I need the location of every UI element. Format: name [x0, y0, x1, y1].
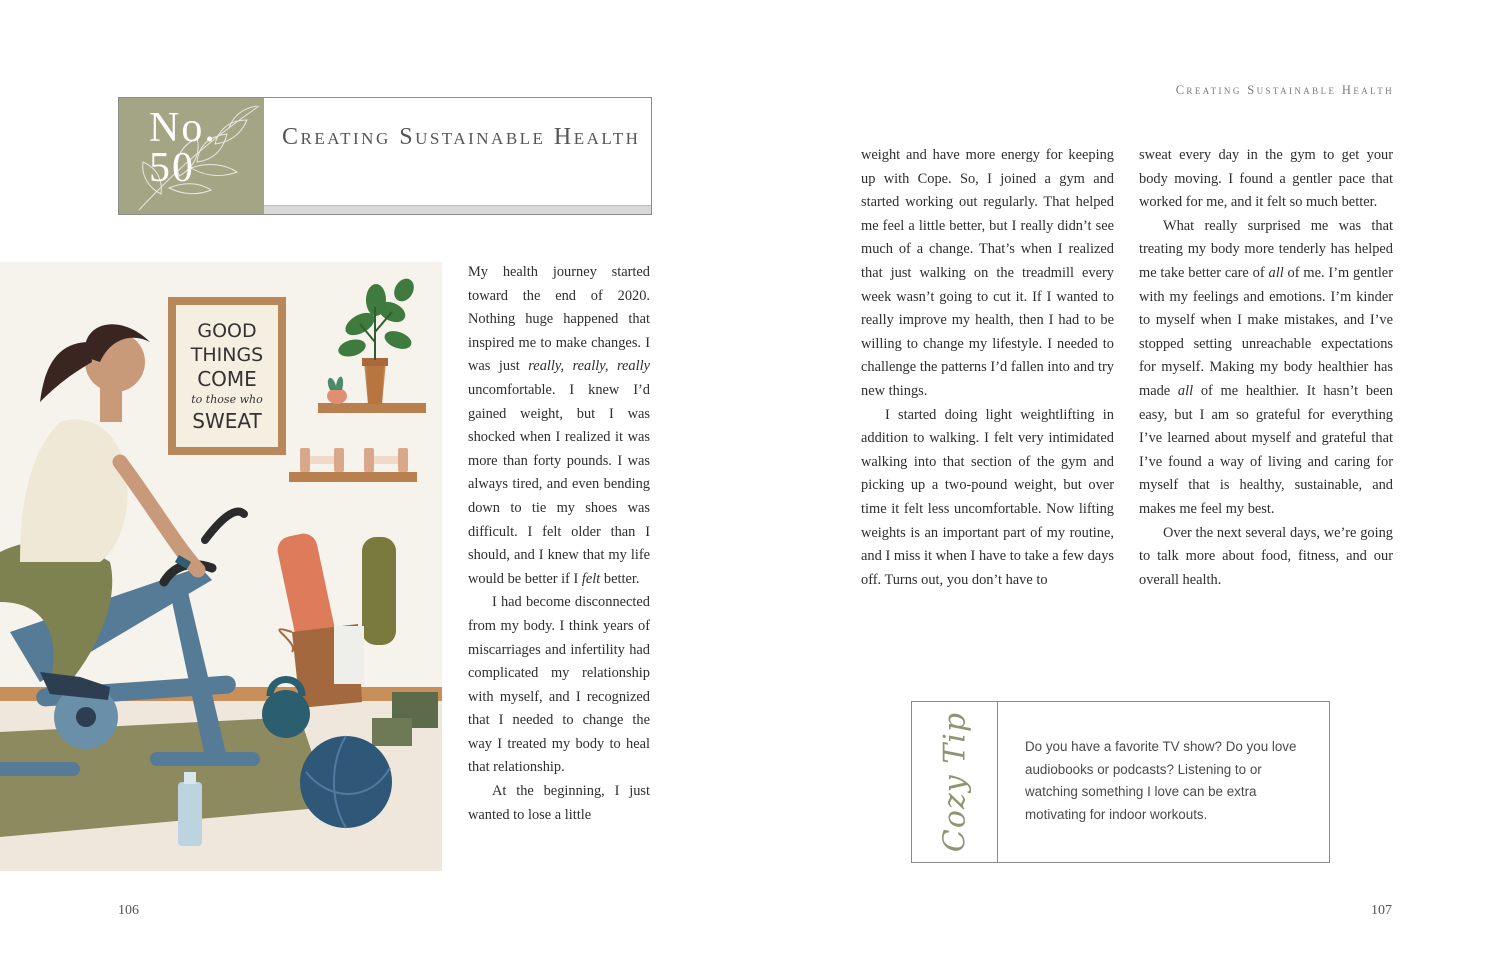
- poster-line: SWEAT: [192, 409, 262, 433]
- paragraph: weight and have more energy for keeping up with Cope. So, I joined a gym and started working out regularly. That helped me feel a little better, but I really didn’t see much of a change. That’s when I realized that just walking on the treadmill every week wasn’t going to cut it. If I wanted to really improve my health, then I had to be willing to change my lifestyle. I needed to challenge the patterns I’d fallen into and try new things.: [861, 147, 1114, 399]
- poster-line: THINGS: [190, 344, 264, 366]
- right-text-column-2: [1139, 144, 1393, 592]
- paragraph: I had become disconnected from my body. I think years of miscarriages and infertility had complicated my relationship with myself, and I recognized that I needed to change the way I treated my body to heal that relationship.: [468, 594, 650, 776]
- poster: [168, 297, 286, 455]
- left-text-column: [468, 261, 650, 827]
- tip-label-panel: [912, 702, 998, 862]
- poster-line: to those who: [191, 393, 263, 406]
- chapter-number: No. 50: [149, 105, 217, 191]
- paragraph: Over the next several days, we’re going to talk more about food, fitness, and our overall health.: [1139, 524, 1393, 588]
- poster-line: COME: [197, 367, 257, 391]
- paragraph: At the beginning, I just wanted to lose a little: [468, 783, 650, 823]
- paragraph: I started doing light weightlifting in addition to walking. I felt very intimidated walking into that section of the gym and picking up a two-pound weight, but over time it felt less uncomfortable. Now lifting weights is an important part of my routine, and I miss it when I have to take a few days off. Turns out, you don’t have to: [861, 406, 1114, 588]
- tip-text: Do you have a favorite TV show? Do you love audiobooks or podcasts? Listening to or watching something I love can be extra motivating for indoor workouts.: [1025, 739, 1297, 822]
- right-page: [750, 0, 1500, 973]
- page-number: 107: [1371, 903, 1392, 918]
- right-text-column-1: [861, 144, 1114, 592]
- page-number: 106: [118, 903, 139, 918]
- exercise-bike-illustration: [0, 262, 442, 871]
- poster-line: GOOD: [197, 320, 257, 342]
- chapter-number-block: [119, 98, 264, 214]
- paragraph: My health journey started toward the end of 2020. Nothing huge happened that inspired me to make changes. I was just really, really, really uncomfortable. I knew I’d gained weight, but I was shocked when I realized it was more than forty pounds. I was always tired, and even bending down to tie my shoes was difficult. I felt older than I should, and I knew that my life would be better if I felt better.: [468, 264, 650, 587]
- chapter-banner: [118, 97, 652, 215]
- tip-label: Cozy Tip: [937, 711, 973, 853]
- banner-divider: [264, 205, 651, 214]
- paragraph: sweat every day in the gym to get your body moving. I found a gentler pace that worked for me, and it felt so much better.: [1139, 147, 1393, 211]
- running-header: Creating Sustainable Health: [1175, 83, 1394, 97]
- chapter-title: Creating Sustainable Health: [282, 124, 641, 150]
- paragraph: What really surprised me was that treating my body more tenderly has helped me take better care of all of me. I’m gentler with my feelings and emotions. I’m kinder to myself when I make mistakes, and I’ve stopped setting unreachable expectations for myself. Making my body healthier has made all of me healthier. It hasn’t been easy, but I am so grateful for everything I’ve learned about myself and grateful that I’ve found a way of living and caring for myself that is healthy, sustainable, and makes me feel my best.: [1139, 217, 1393, 517]
- cozy-tip-box: [911, 701, 1330, 863]
